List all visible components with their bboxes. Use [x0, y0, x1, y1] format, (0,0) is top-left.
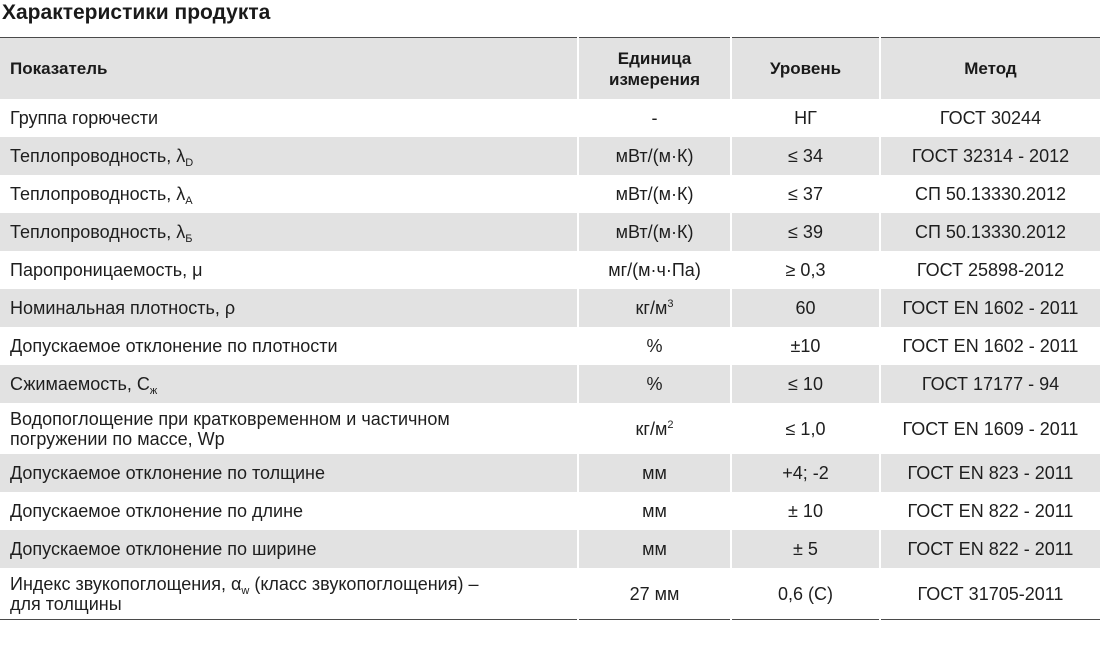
- cell-indicator: [0, 289, 578, 327]
- indicator-text: Номинальная плотность, ρ: [10, 298, 236, 318]
- table-row: [0, 568, 1100, 620]
- cell-level: ≤ 10: [731, 365, 880, 403]
- cell-unit: мм: [578, 530, 731, 568]
- indicator-text: Теплопроводность, λ: [10, 146, 186, 166]
- indicator-text: Паропроницаемость, μ: [10, 260, 203, 280]
- cell-indicator: [0, 492, 578, 530]
- cell-method: СП 50.13330.2012: [880, 213, 1100, 251]
- cell-method: СП 50.13330.2012: [880, 175, 1100, 213]
- cell-indicator: [0, 403, 578, 454]
- cell-level: ± 5: [731, 530, 880, 568]
- header-method: Метод: [880, 38, 1100, 100]
- indicator-text: Допускаемое отклонение по ширине: [10, 539, 317, 559]
- table-row: [0, 175, 1100, 213]
- table-row: [0, 137, 1100, 175]
- table-row: [0, 365, 1100, 403]
- cell-indicator: [0, 99, 578, 137]
- table-row: [0, 454, 1100, 492]
- cell-method: ГОСТ 17177 - 94: [880, 365, 1100, 403]
- indicator-text-line2: для толщины: [10, 593, 122, 614]
- unit-superscript: 2: [667, 418, 674, 431]
- unit-text: кг/м: [635, 298, 668, 318]
- cell-indicator: [0, 175, 578, 213]
- cell-unit: %: [578, 327, 731, 365]
- cell-level: ≥ 0,3: [731, 251, 880, 289]
- cell-level: 60: [731, 289, 880, 327]
- table-row: [0, 492, 1100, 530]
- cell-unit: [578, 289, 731, 327]
- cell-level: ≤ 34: [731, 137, 880, 175]
- cell-unit: %: [578, 365, 731, 403]
- cell-unit: мВт/(м·К): [578, 175, 731, 213]
- cell-indicator: [0, 213, 578, 251]
- indicator-text: Водопоглощение при кратковременном и частичном: [10, 408, 450, 429]
- cell-level: 0,6 (С): [731, 568, 880, 620]
- table-row: [0, 251, 1100, 289]
- cell-level: ≤ 1,0: [731, 403, 880, 454]
- indicator-subscript: D: [185, 157, 194, 169]
- header-indicator: Показатель: [0, 38, 578, 100]
- cell-unit: мг/(м·ч·Па): [578, 251, 731, 289]
- table-row: [0, 289, 1100, 327]
- unit-text: кг/м: [635, 418, 668, 439]
- cell-method: ГОСТ 30244: [880, 99, 1100, 137]
- cell-unit: -: [578, 99, 731, 137]
- table-header-row: [0, 38, 1100, 100]
- cell-method: ГОСТ 32314 - 2012: [880, 137, 1100, 175]
- indicator-text: Допускаемое отклонение по плотности: [10, 336, 338, 356]
- cell-method: ГОСТ 25898-2012: [880, 251, 1100, 289]
- indicator-text-line2: погружении по массе, Wp: [10, 428, 225, 449]
- table-row: [0, 327, 1100, 365]
- cell-method: ГОСТ EN 822 - 2011: [880, 492, 1100, 530]
- indicator-text-suffix: (класс звукопоглощения) –: [249, 573, 479, 594]
- cell-indicator: [0, 530, 578, 568]
- cell-unit: мм: [578, 454, 731, 492]
- cell-method: ГОСТ EN 1602 - 2011: [880, 327, 1100, 365]
- indicator-text: Теплопроводность, λ: [10, 222, 186, 242]
- indicator-text: Индекс звукопоглощения, α: [10, 573, 242, 594]
- indicator-subscript: ж: [149, 385, 158, 397]
- cell-method: ГОСТ EN 1602 - 2011: [880, 289, 1100, 327]
- page-title: Характеристики продукта: [2, 1, 271, 24]
- cell-indicator: [0, 365, 578, 403]
- cell-indicator: [0, 327, 578, 365]
- cell-unit: мм: [578, 492, 731, 530]
- cell-level: +4; -2: [731, 454, 880, 492]
- product-characteristics-table: [0, 37, 1100, 620]
- indicator-subscript: А: [185, 195, 193, 207]
- unit-superscript: 3: [667, 298, 674, 310]
- cell-level: ≤ 39: [731, 213, 880, 251]
- header-level: Уровень: [731, 38, 880, 100]
- header-unit-line2: измерения: [609, 69, 700, 89]
- indicator-text: Теплопроводность, λ: [10, 184, 186, 204]
- cell-level: ± 10: [731, 492, 880, 530]
- cell-unit: мВт/(м·К): [578, 137, 731, 175]
- indicator-text: Допускаемое отклонение по толщине: [10, 463, 325, 483]
- header-unit: [578, 38, 731, 100]
- indicator-text: Сжимаемость, С: [10, 374, 150, 394]
- cell-level: ±10: [731, 327, 880, 365]
- header-unit-line1: Единица: [617, 48, 692, 68]
- cell-method: ГОСТ 31705-2011: [880, 568, 1100, 620]
- cell-indicator: [0, 137, 578, 175]
- cell-level: НГ: [731, 99, 880, 137]
- cell-method: ГОСТ EN 822 - 2011: [880, 530, 1100, 568]
- cell-indicator: [0, 568, 578, 620]
- table-row: [0, 530, 1100, 568]
- table-row: [0, 403, 1100, 454]
- table-row: [0, 99, 1100, 137]
- cell-indicator: [0, 251, 578, 289]
- cell-method: ГОСТ EN 823 - 2011: [880, 454, 1100, 492]
- cell-unit: 27 мм: [578, 568, 731, 620]
- cell-unit: [578, 403, 731, 454]
- cell-indicator: [0, 454, 578, 492]
- indicator-subscript: w: [241, 584, 250, 597]
- indicator-text: Группа горючести: [10, 108, 159, 128]
- cell-level: ≤ 37: [731, 175, 880, 213]
- indicator-subscript: Б: [185, 233, 193, 245]
- cell-method: ГОСТ EN 1609 - 2011: [880, 403, 1100, 454]
- table-row: [0, 213, 1100, 251]
- indicator-text: Допускаемое отклонение по длине: [10, 501, 304, 521]
- cell-unit: мВт/(м·К): [578, 213, 731, 251]
